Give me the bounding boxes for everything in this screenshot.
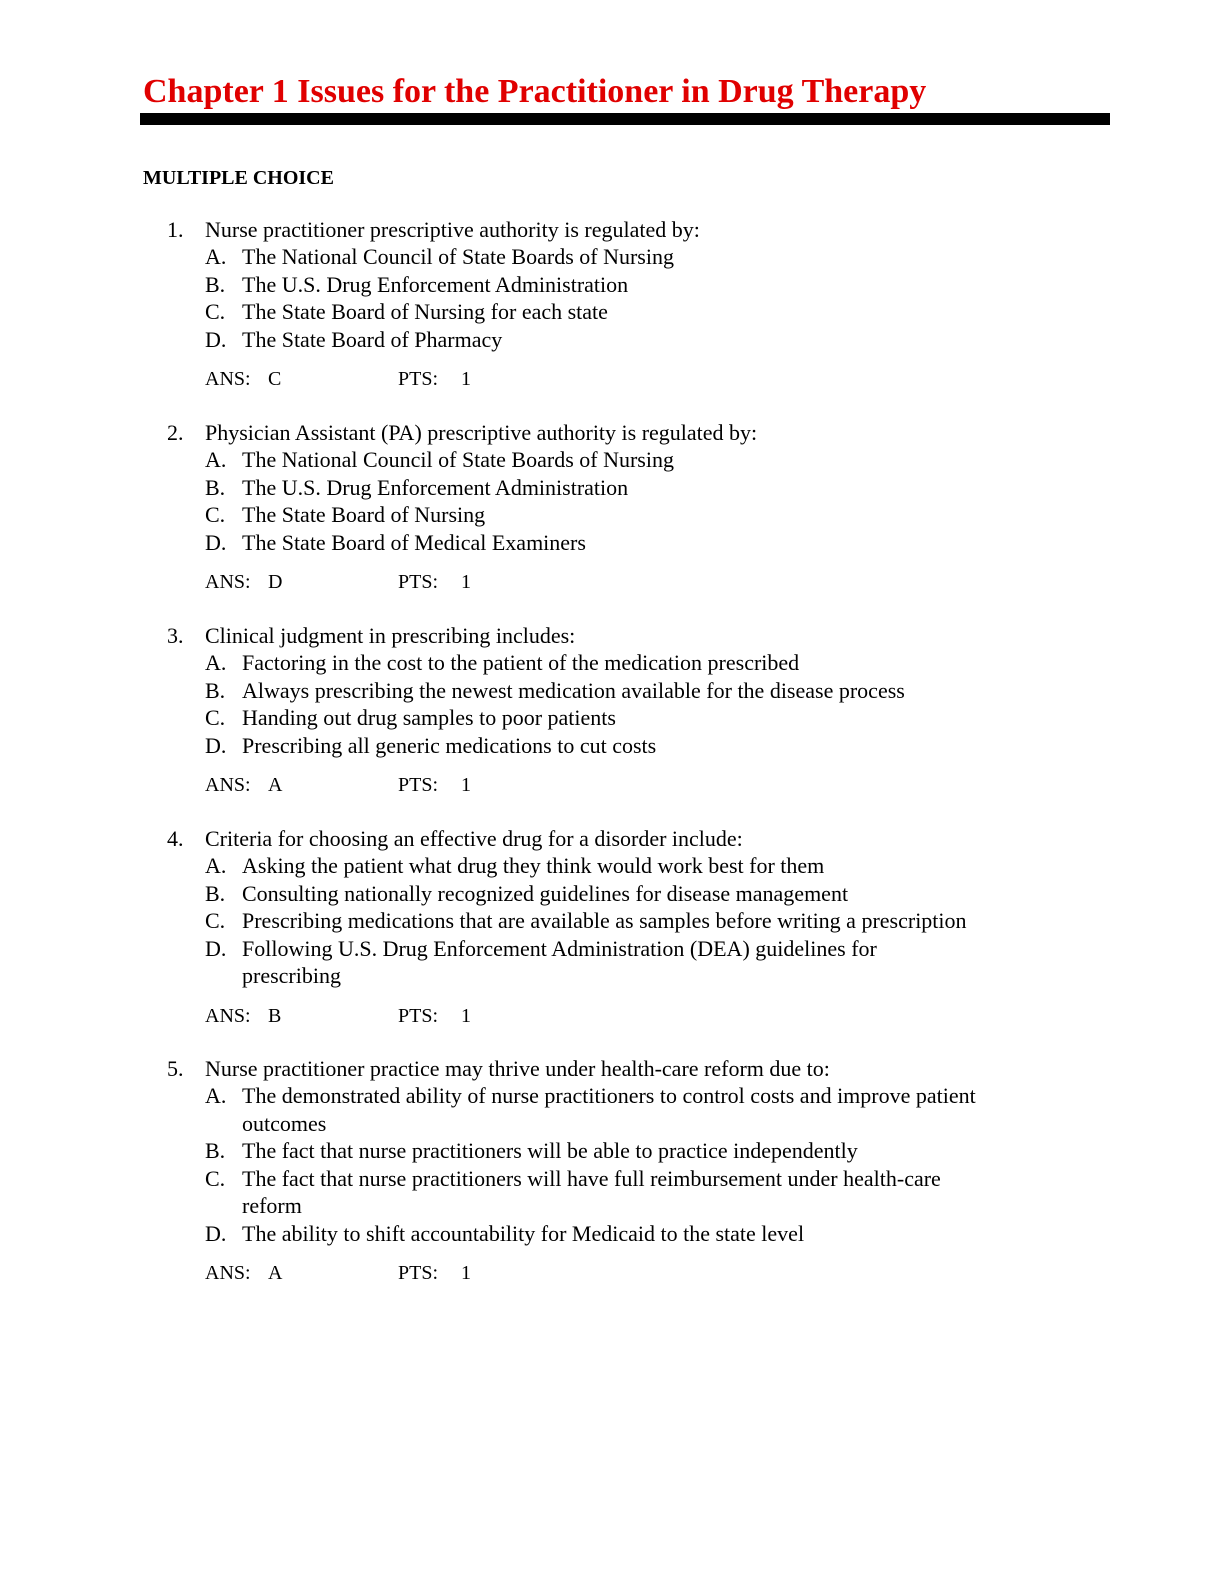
question-number: 4. bbox=[167, 826, 184, 851]
option-text: Following U.S. Drug Enforcement Administration (DEA) guidelines for prescribing bbox=[242, 935, 877, 988]
option-text: The demonstrated ability of nurse practitioners to control costs and improve patient outcomes bbox=[242, 1083, 976, 1136]
option-d bbox=[0, 529, 1224, 557]
option-letter: D. bbox=[205, 529, 227, 555]
option-c bbox=[0, 1165, 1224, 1220]
points-label: PTS: bbox=[398, 1262, 439, 1284]
option-letter: A. bbox=[205, 853, 227, 878]
question-number: 2. bbox=[167, 420, 184, 445]
option-letter: C. bbox=[205, 705, 226, 730]
points-value: 1 bbox=[461, 368, 471, 390]
question-stem: Nurse practitioner prescriptive authority is regulated by: bbox=[205, 217, 700, 242]
option-text: The National Council of State Boards of Nursing bbox=[242, 244, 674, 269]
option-letter: A. bbox=[205, 447, 227, 472]
answer-row bbox=[0, 570, 1224, 594]
points-value: 1 bbox=[461, 1004, 471, 1027]
option-b bbox=[0, 1137, 1224, 1165]
question-2 bbox=[0, 419, 1224, 594]
question-5 bbox=[0, 1055, 1224, 1285]
answer-value: D bbox=[268, 571, 283, 593]
option-text: Prescribing all generic medications to cut costs bbox=[242, 732, 657, 758]
answer-value: C bbox=[268, 368, 282, 390]
answer-label: ANS: bbox=[205, 1262, 251, 1284]
points-label: PTS: bbox=[398, 1004, 439, 1027]
option-text: Factoring in the cost to the patient of the medication prescribed bbox=[242, 650, 800, 675]
option-letter: C. bbox=[205, 1165, 226, 1191]
question-number: 1. bbox=[167, 217, 184, 242]
option-letter: D. bbox=[205, 326, 227, 352]
option-text: The State Board of Nursing for each state bbox=[242, 299, 608, 324]
option-b bbox=[0, 271, 1224, 299]
option-b bbox=[0, 880, 1224, 908]
option-text: Prescribing medications that are available as samples before writing a prescription bbox=[242, 908, 967, 933]
answer-label: ANS: bbox=[205, 1004, 251, 1027]
option-d bbox=[0, 732, 1224, 760]
option-letter: D. bbox=[205, 732, 227, 758]
option-text: Always prescribing the newest medication available for the disease process bbox=[242, 677, 905, 703]
answer-label: ANS: bbox=[205, 571, 251, 593]
option-a bbox=[0, 649, 1224, 677]
section-heading: MULTIPLE CHOICE bbox=[143, 167, 334, 189]
answer-label: ANS: bbox=[205, 368, 251, 390]
option-c bbox=[0, 298, 1224, 326]
question-stem: Criteria for choosing an effective drug for a disorder include: bbox=[205, 826, 743, 851]
points-value: 1 bbox=[461, 774, 471, 796]
question-stem: Nurse practitioner practice may thrive under health-care reform due to: bbox=[205, 1056, 830, 1081]
option-text: Handing out drug samples to poor patients bbox=[242, 705, 616, 730]
answer-label: ANS: bbox=[205, 774, 251, 796]
answer-value: B bbox=[268, 1004, 282, 1027]
option-letter: A. bbox=[205, 650, 227, 675]
question-3 bbox=[0, 622, 1224, 797]
option-text: The fact that nurse practitioners will have full reimbursement under health-care reform bbox=[242, 1165, 941, 1218]
option-d bbox=[0, 326, 1224, 354]
points-value: 1 bbox=[461, 571, 471, 593]
option-b bbox=[0, 474, 1224, 502]
option-letter: D. bbox=[205, 1220, 227, 1246]
option-text: Asking the patient what drug they think would work best for them bbox=[242, 853, 825, 878]
title-rule bbox=[140, 113, 1110, 125]
option-text: The U.S. Drug Enforcement Administration bbox=[242, 474, 629, 500]
option-letter: A. bbox=[205, 1083, 227, 1108]
option-text: The State Board of Medical Examiners bbox=[242, 529, 586, 555]
points-label: PTS: bbox=[398, 774, 439, 796]
option-text: The U.S. Drug Enforcement Administration bbox=[242, 271, 629, 297]
option-a bbox=[0, 446, 1224, 474]
option-text: The fact that nurse practitioners will be able to practice independently bbox=[242, 1138, 858, 1163]
question-stem: Physician Assistant (PA) prescriptive authority is regulated by: bbox=[205, 420, 758, 445]
option-letter: B. bbox=[205, 474, 226, 500]
option-letter: B. bbox=[205, 271, 226, 297]
option-letter: A. bbox=[205, 244, 227, 269]
points-label: PTS: bbox=[398, 571, 439, 593]
option-a bbox=[0, 852, 1224, 880]
answer-value: A bbox=[268, 1262, 283, 1284]
option-text: The National Council of State Boards of Nursing bbox=[242, 447, 674, 472]
option-letter: B. bbox=[205, 1138, 226, 1163]
points-label: PTS: bbox=[398, 368, 439, 390]
answer-row bbox=[0, 773, 1224, 797]
option-text: The State Board of Nursing bbox=[242, 502, 486, 527]
option-text: The State Board of Pharmacy bbox=[242, 326, 503, 352]
option-c bbox=[0, 907, 1224, 935]
option-d bbox=[0, 1220, 1224, 1248]
chapter-title: Chapter 1 Issues for the Practitioner in Drug Therapy bbox=[143, 73, 927, 110]
option-a bbox=[0, 1082, 1224, 1137]
option-c bbox=[0, 501, 1224, 529]
question-4 bbox=[0, 825, 1224, 1028]
answer-row bbox=[0, 367, 1224, 391]
option-letter: B. bbox=[205, 677, 226, 703]
option-a bbox=[0, 243, 1224, 271]
answer-row bbox=[0, 1004, 1224, 1028]
option-letter: C. bbox=[205, 502, 226, 527]
question-stem: Clinical judgment in prescribing includes: bbox=[205, 623, 576, 648]
option-text: The ability to shift accountability for Medicaid to the state level bbox=[242, 1220, 805, 1246]
question-number: 5. bbox=[167, 1056, 184, 1081]
option-d bbox=[0, 935, 1224, 990]
option-b bbox=[0, 677, 1224, 705]
answer-value: A bbox=[268, 774, 283, 796]
option-letter: C. bbox=[205, 299, 226, 324]
option-letter: D. bbox=[205, 935, 227, 961]
option-letter: B. bbox=[205, 880, 226, 906]
option-c bbox=[0, 704, 1224, 732]
points-value: 1 bbox=[461, 1262, 471, 1284]
answer-row bbox=[0, 1261, 1224, 1285]
question-number: 3. bbox=[167, 623, 184, 648]
option-text: Consulting nationally recognized guidelines for disease management bbox=[242, 880, 849, 906]
question-1 bbox=[0, 216, 1224, 391]
option-letter: C. bbox=[205, 908, 226, 933]
